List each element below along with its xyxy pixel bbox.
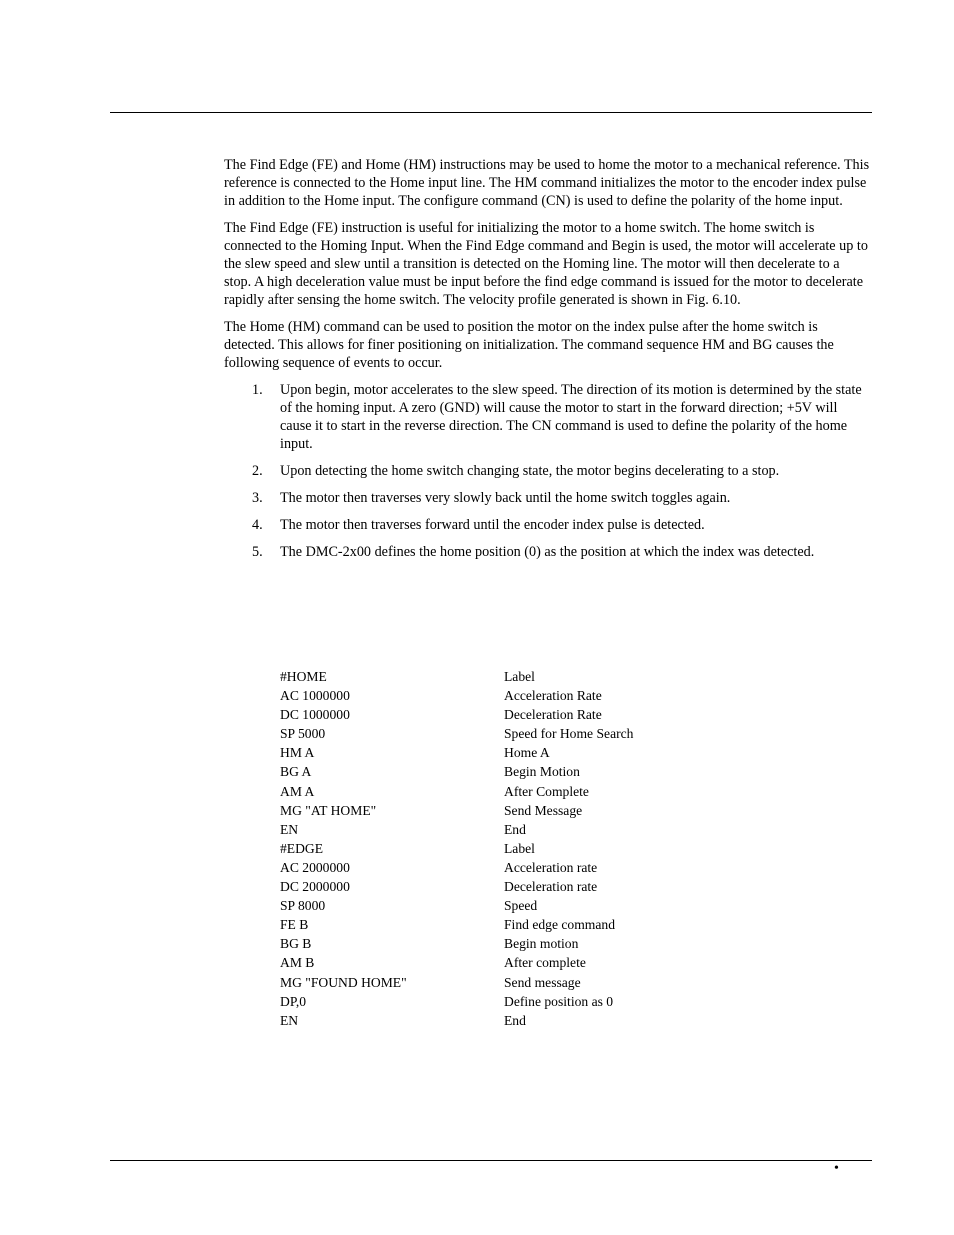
program-command: SP 5000 (280, 726, 326, 742)
program-comment: Speed (504, 898, 538, 914)
program-command: BG B (280, 936, 312, 952)
step-number: 5. (252, 544, 263, 560)
step-number: 3. (252, 490, 263, 506)
program-command: DC 1000000 (280, 707, 350, 723)
homing-steps-list (224, 381, 870, 561)
step-text: The DMC-2x00 defines the home position (0) as the position at which the index was detected. (280, 544, 815, 560)
paragraph-find-edge: The Find Edge (FE) instruction is useful for initializing the motor to a home switch. The home switch is connected to the Homing Input. When the Find Edge command and Begin is used, the motor will accelerate up to the slew speed and slew until a transition is detected on the Homing line. The motor will then decelerate to a stop. A high deceleration value must be input before the find edge command is issued for the motor to decelerate rapidly after sensing the home switch. The velocity profile generated is shown in Fig. 6.10. (224, 220, 868, 308)
program-comment: Deceleration Rate (504, 707, 602, 723)
list-item (224, 462, 870, 480)
program-command: SP 8000 (280, 898, 326, 914)
program-command: MG "FOUND HOME" (280, 974, 407, 990)
paragraph-intro: The Find Edge (FE) and Home (HM) instructions may be used to home the motor to a mechanical reference. This reference is connected to the Home input line. The HM command initializes the motor to the encoder index pulse in addition to the Home input. The configure command (CN) is used to define the polarity of the home input. (224, 157, 870, 209)
step-number: 2. (252, 463, 263, 479)
list-item (224, 543, 870, 561)
program-command: EN (280, 821, 299, 837)
program-comment: End (504, 821, 526, 837)
program-comment: Label (504, 840, 535, 856)
program-comment: After Complete (504, 783, 589, 799)
header-rule (110, 112, 872, 113)
program-comment: Deceleration rate (504, 879, 598, 895)
footer-rule (110, 1160, 872, 1161)
footer-bullet: • (834, 1161, 839, 1176)
program-comment: End (504, 1012, 526, 1028)
program-comment: Begin Motion (504, 764, 580, 780)
list-item (224, 516, 870, 534)
program-comment: Acceleration Rate (504, 688, 602, 704)
step-text: Upon begin, motor accelerates to the slew speed. The direction of its motion is determined by the state of the homing input. A zero (GND) will cause the motor to start in the forward direction; +5V will cause it to start in the reverse direction. The CN command is used to define the polarity of the home input. (280, 382, 862, 452)
program-command: FE B (280, 917, 309, 933)
program-comment: Speed for Home Search (504, 726, 634, 742)
program-command: HM A (280, 745, 315, 761)
program-comment: Send message (504, 974, 581, 990)
program-comment: Send Message (504, 802, 583, 818)
step-number: 4. (252, 517, 263, 533)
step-text: Upon detecting the home switch changing state, the motor begins decelerating to a stop. (280, 463, 780, 479)
program-comment: Home A (504, 745, 550, 761)
body-text (224, 156, 870, 570)
program-command: BG A (280, 764, 312, 780)
step-number: 1. (252, 382, 263, 398)
program-command: #HOME (280, 669, 327, 684)
program-command: AC 1000000 (280, 688, 350, 704)
list-item (224, 381, 870, 453)
program-command: MG "AT HOME" (280, 802, 377, 818)
program-comment: Define position as 0 (504, 993, 614, 1009)
program-comment: Begin motion (504, 936, 579, 952)
program-command: EN (280, 1012, 299, 1028)
program-command: AM A (280, 783, 315, 799)
program-comment: Label (504, 669, 535, 684)
program-command: AC 2000000 (280, 859, 350, 875)
step-text: The motor then traverses very slowly back until the home switch toggles again. (280, 490, 731, 506)
list-item (224, 489, 870, 507)
program-command: DC 2000000 (280, 879, 350, 895)
program-comment: Acceleration rate (504, 859, 598, 875)
program-command: AM B (280, 955, 315, 971)
program-comment: Find edge command (504, 917, 615, 933)
program-command: DP,0 (280, 993, 307, 1009)
step-text: The motor then traverses forward until the encoder index pulse is detected. (280, 517, 705, 533)
program-command: #EDGE (280, 840, 324, 856)
program-comment: After complete (504, 955, 586, 971)
paragraph-home-command: The Home (HM) command can be used to position the motor on the index pulse after the home switch is detected. This allows for finer positioning on initialization. The command sequence HM and BG causes the following sequence of events to occur. (224, 319, 834, 371)
